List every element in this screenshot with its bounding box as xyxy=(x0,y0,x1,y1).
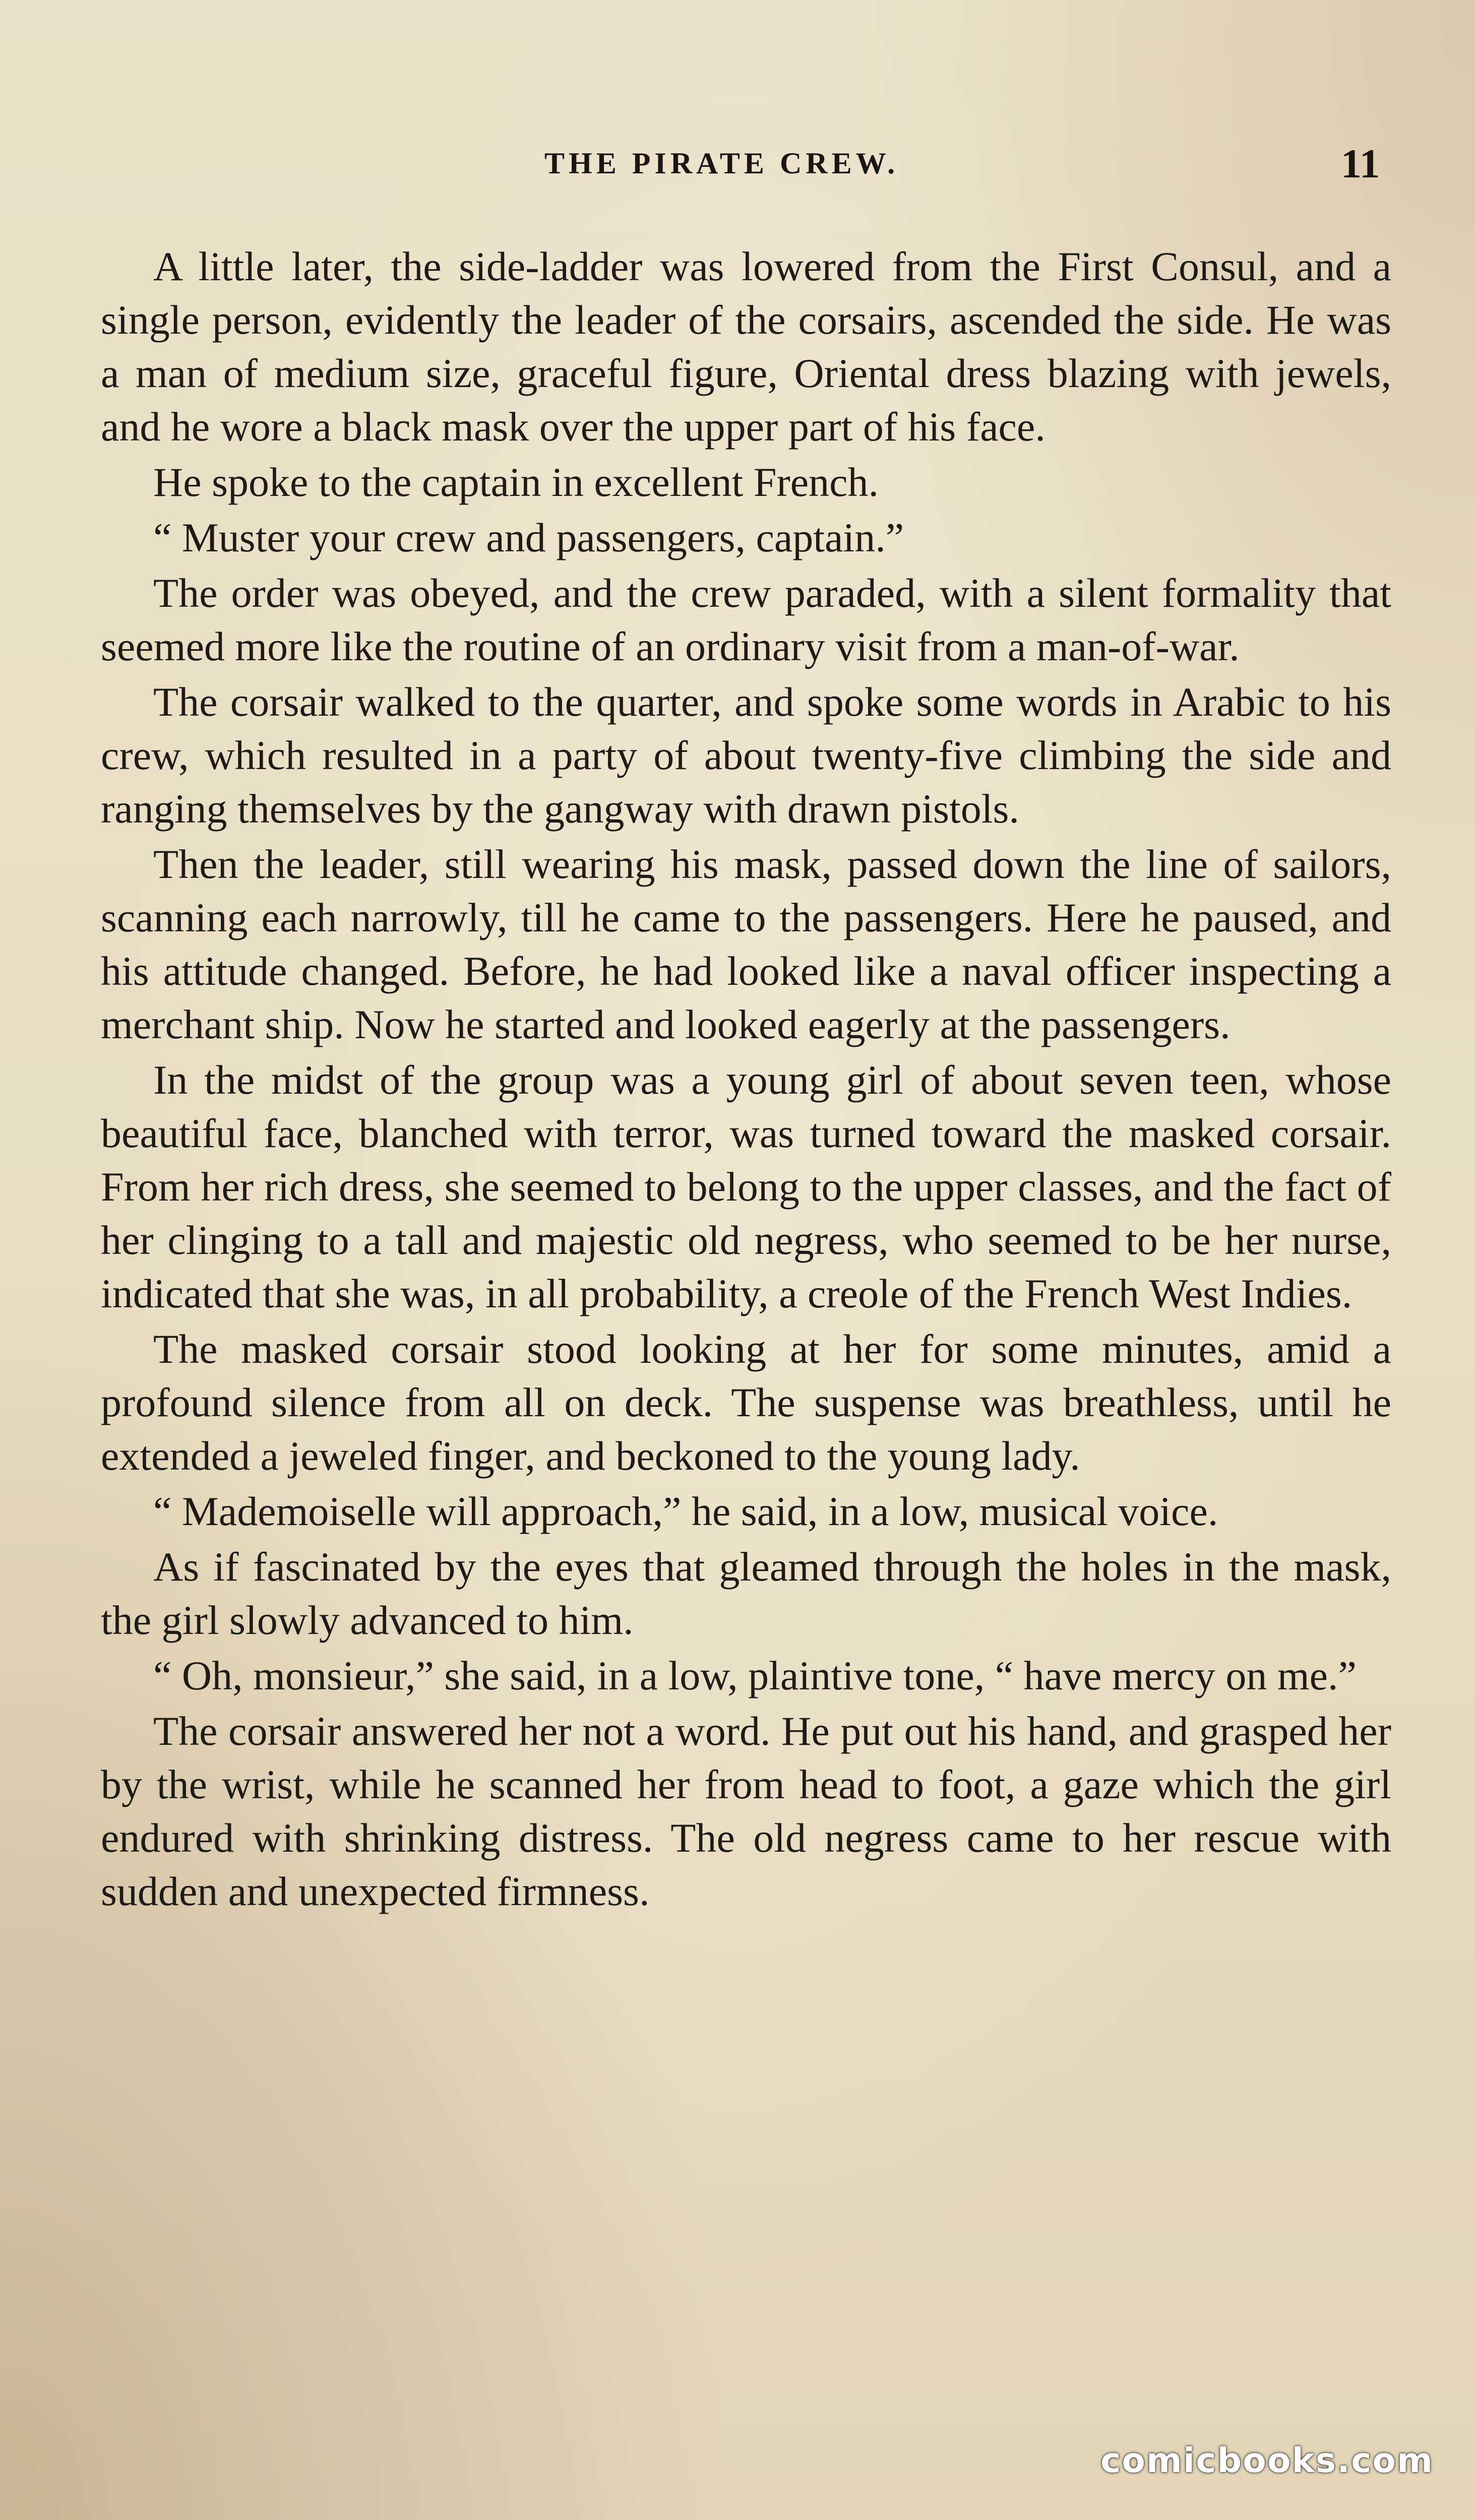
running-head: THE PIRATE CREW. xyxy=(544,147,899,180)
paragraph: In the midst of the group was a young girl of about seven teen, whose beautiful face, blanched with terror, was turned toward the masked corsair. From her rich dress, she seemed to belong to the upper classes, and the fact of her clinging to a tall and majestic old negress, who seemed to be her nurse, indicated that she was, in all probability, a creole of the French West Indies. xyxy=(101,1057,1391,1316)
body-text xyxy=(101,240,1391,1920)
paragraph: Then the leader, still wearing his mask, passed down the line of sailors, scanning each narrowly, till he came to the passengers. Here he paused, and his attitude changed. Before, he had looked like a naval officer inspecting a merchant ship. Now he started and looked eagerly at the passengers. xyxy=(101,841,1391,1047)
paragraph: “ Oh, monsieur,” she said, in a low, plaintive tone, “ have mercy on me.” xyxy=(153,1653,1357,1698)
watermark: comicbooks.com xyxy=(1100,2441,1434,2481)
paragraph: The corsair walked to the quarter, and spoke some words in Arabic to his crew, which resulted in a party of about twenty-five climbing the side and ranging themselves by the gangway with drawn pistols. xyxy=(101,679,1391,832)
page-header xyxy=(0,136,1475,197)
paragraph: He spoke to the captain in excellent French. xyxy=(153,459,879,505)
paragraph: The masked corsair stood looking at her for some minutes, amid a profound silence from all on deck. The suspense was breathless, until he extended a jeweled finger, and beckoned to the young lady. xyxy=(101,1326,1391,1479)
page-number: 11 xyxy=(1341,141,1380,186)
paragraph: The order was obeyed, and the crew paraded, with a silent formality that seemed more like the routine of an ordinary visit from a man-of-war. xyxy=(101,570,1391,669)
paragraph: A little later, the side-ladder was lowered from the First Consul, and a single person, evidently the leader of the corsairs, ascended the side. He was a man of medium size, graceful figure, Oriental dress blazing with jewels, and he wore a black mask over the upper part of his face. xyxy=(101,243,1391,450)
paragraph: “ Muster your crew and passengers, captain.” xyxy=(153,515,904,560)
paragraph: The corsair answered her not a word. He put out his hand, and grasped her by the wrist, while he scanned her from head to foot, a gaze which the girl endured with shrinking distress. The old negress came to her rescue with sudden and unexpected firmness. xyxy=(101,1708,1391,1914)
paragraph: As if fascinated by the eyes that gleamed through the holes in the mask, the girl slowly advanced to him. xyxy=(101,1544,1391,1643)
paragraph: “ Mademoiselle will approach,” he said, in a low, musical voice. xyxy=(153,1488,1218,1534)
